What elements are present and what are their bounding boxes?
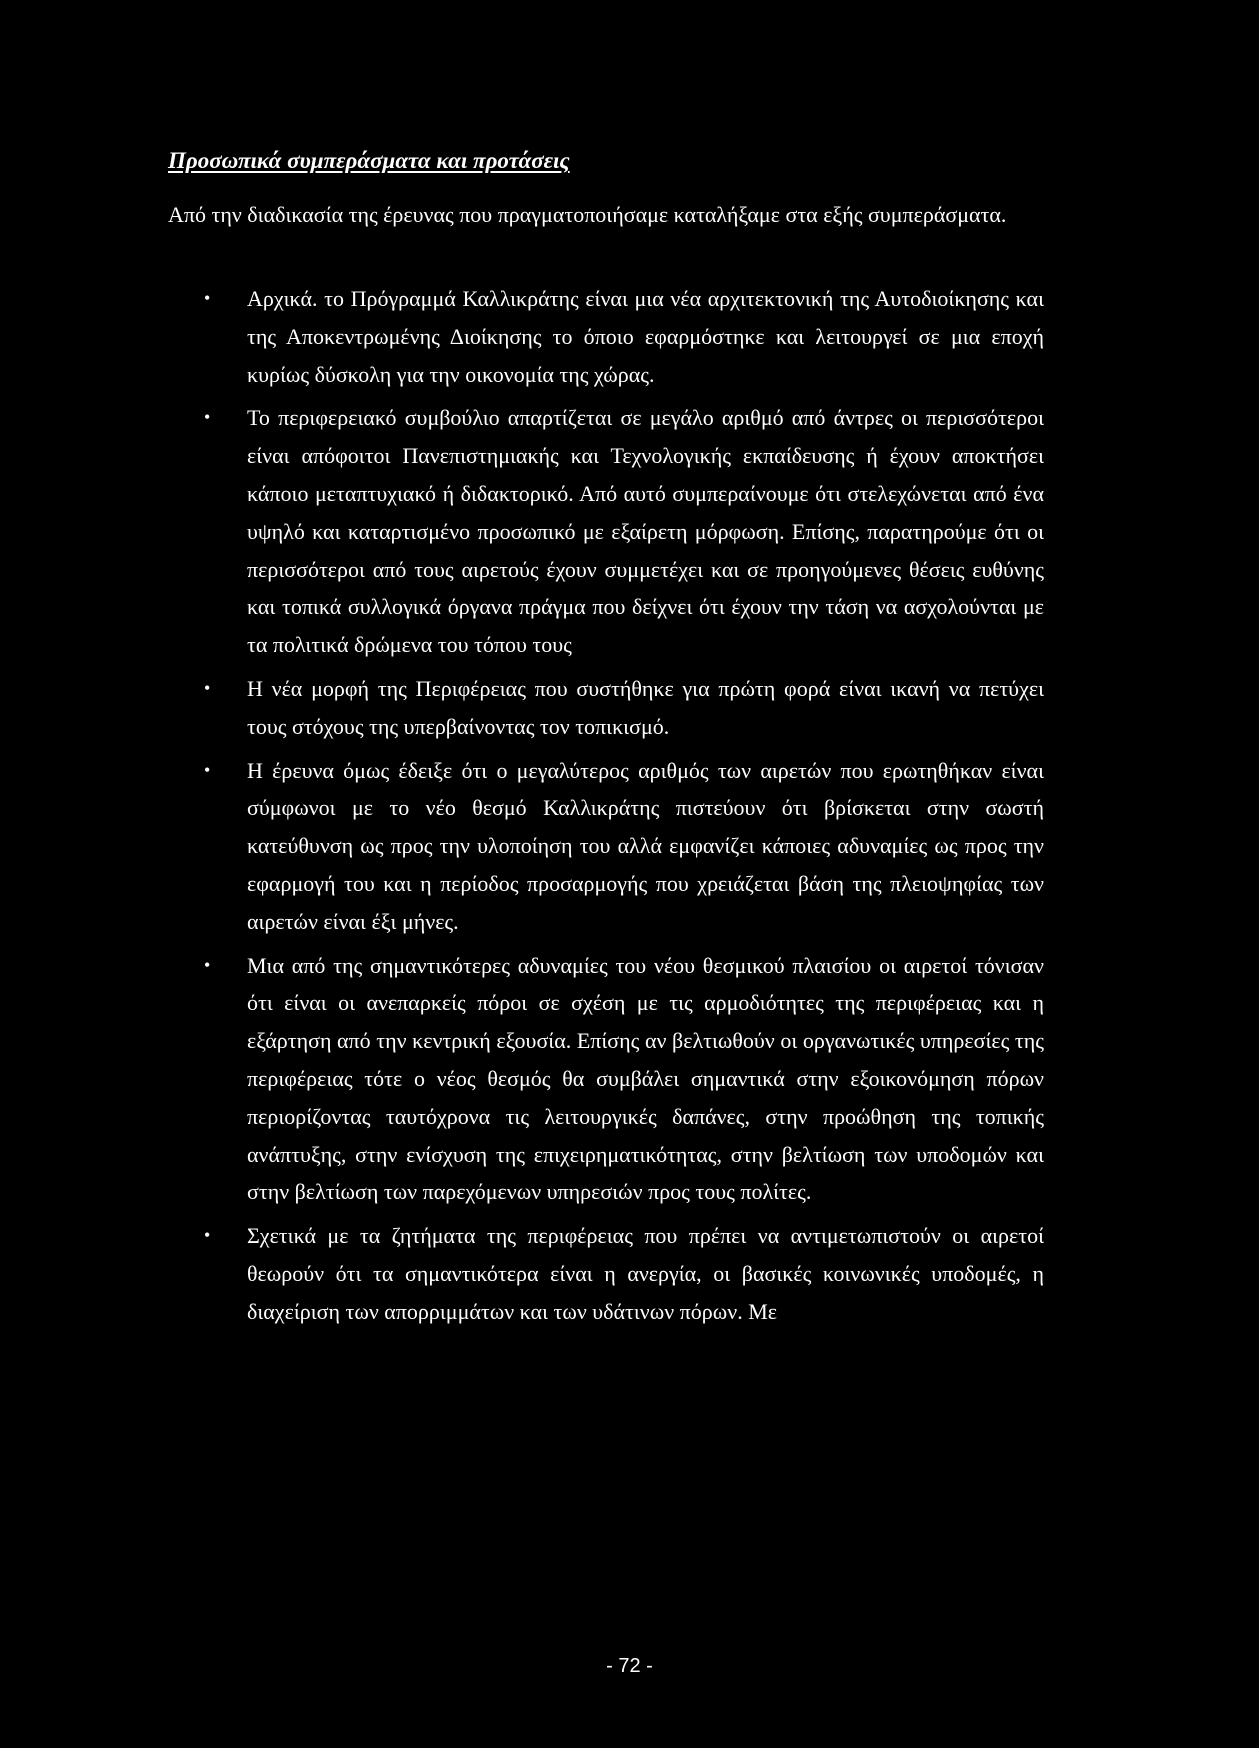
section-heading: Προσωπικά συμπεράσματα και προτάσεις [168,148,570,173]
bullet-icon: • [204,759,211,780]
conclusions-list [168,280,1044,1337]
list-item [168,399,1044,664]
list-item [168,670,1044,746]
list-item [168,1217,1044,1330]
bullet-icon: • [204,288,211,308]
bullet-icon: • [204,954,211,975]
list-item-text: Μια από της σημαντικότερες αδυναμίες του νέου θεσμικού πλαισίου οι αιρετοί τόνισαν ότι είναι οι ανεπαρκείς πόροι σε σχέση με τις αρμοδιότητες της περιφέρειας και η εξάρτηση από την κεντρική εξουσία. Επίσης αν βελτιωθούν οι οργανωτικές υπηρεσίες της περιφέρειας τότε ο νέος θεσμός θα συμβάλει σημαντικά στην εξοικονόμηση πόρων περιορίζοντας ταυτόχρονα τις λειτουργικές δαπάνες, στην προώθηση της τοπικής ανάπτυξης, στην ενίσχυση της επιχειρηματικότητας, στην βελτίωση των υποδομών και στην βελτίωση των παρεχόμενων υπηρεσιών προς τους πολίτες. [247,952,1044,1205]
bullet-icon: • [204,1225,211,1246]
intro-paragraph: Από την διαδικασία της έρευνας που πραγματοποιήσαμε καταλήξαμε στα εξής συμπεράσματα. [168,202,1007,227]
list-item-text: Αρχικά. το Πρόγραμμά Καλλικράτης είναι μια νέα αρχιτεκτονική της Αυτοδιοίκησης και της Αποκεντρωμένης Διοίκησης το όποιο εφαρμόστηκε και λειτουργεί σε μια εποχή κυρίως δύσκολη για την οικονομία της χώρας. [247,286,1044,387]
list-item [168,280,1044,393]
bullet-icon: • [204,407,211,428]
list-item-text: Η νέα μορφή της Περιφέρειας που συστήθηκε για πρώτη φορά είναι ικανή να πετύχει τους στόχους της υπερβαίνοντας τον τοπικισμό. [247,675,1044,739]
page-number: - 72 - [606,1655,653,1677]
list-item [168,752,1044,941]
list-item-text: Η έρευνα όμως έδειξε ότι ο μεγαλύτερος αριθμός των αιρετών που ερωτηθήκαν είναι σύμφωνοι με το νέο θεσμό Καλλικράτης πιστεύουν ότι βρίσκεται στην σωστή κατεύθυνση ως προς την υλοποίηση του αλλά εμφανίζει κάποιες αδυναμίες ως προς την εφαρμογή του και η περίοδος προσαρμογής που χρειάζεται βάση της πλειοψηφίας των αιρετών είναι έξι μήνες. [247,757,1044,934]
list-item [168,947,1044,1212]
list-item-text: Το περιφερειακό συμβούλιο απαρτίζεται σε μεγάλο αριθμό από άντρες οι περισσότεροι είναι απόφοιτοι Πανεπιστημιακής και Τεχνολογικής εκπαίδευσης ή έχουν αποκτήσει κάποιο μεταπτυχιακό ή διδακτορικό. Από αυτό συμπεραίνουμε ότι στελεχώνεται από ένα υψηλό και καταρτισμένο προσωπικό με εξαίρετη μόρφωση. Επίσης, παρατηρούμε ότι οι περισσότεροι από τους αιρετούς έχουν συμμετέχει και σε προηγούμενες θέσεις ευθύνης και τοπικά συλλογικά όργανα πράγμα που δείχνει ότι έχουν την τάση να ασχολούνται με τα πολιτικά δρώμενα του τόπου τους [247,405,1044,658]
list-item-text: Σχετικά με τα ζητήματα της περιφέρειας που πρέπει να αντιμετωπιστούν οι αιρετοί θεωρούν ότι τα σημαντικότερα είναι η ανεργία, οι βασικές κοινωνικές υποδομές, η διαχείριση των απορριμμάτων και των υδάτινων πόρων. Με [247,1223,1044,1324]
bullet-icon: • [204,677,211,698]
